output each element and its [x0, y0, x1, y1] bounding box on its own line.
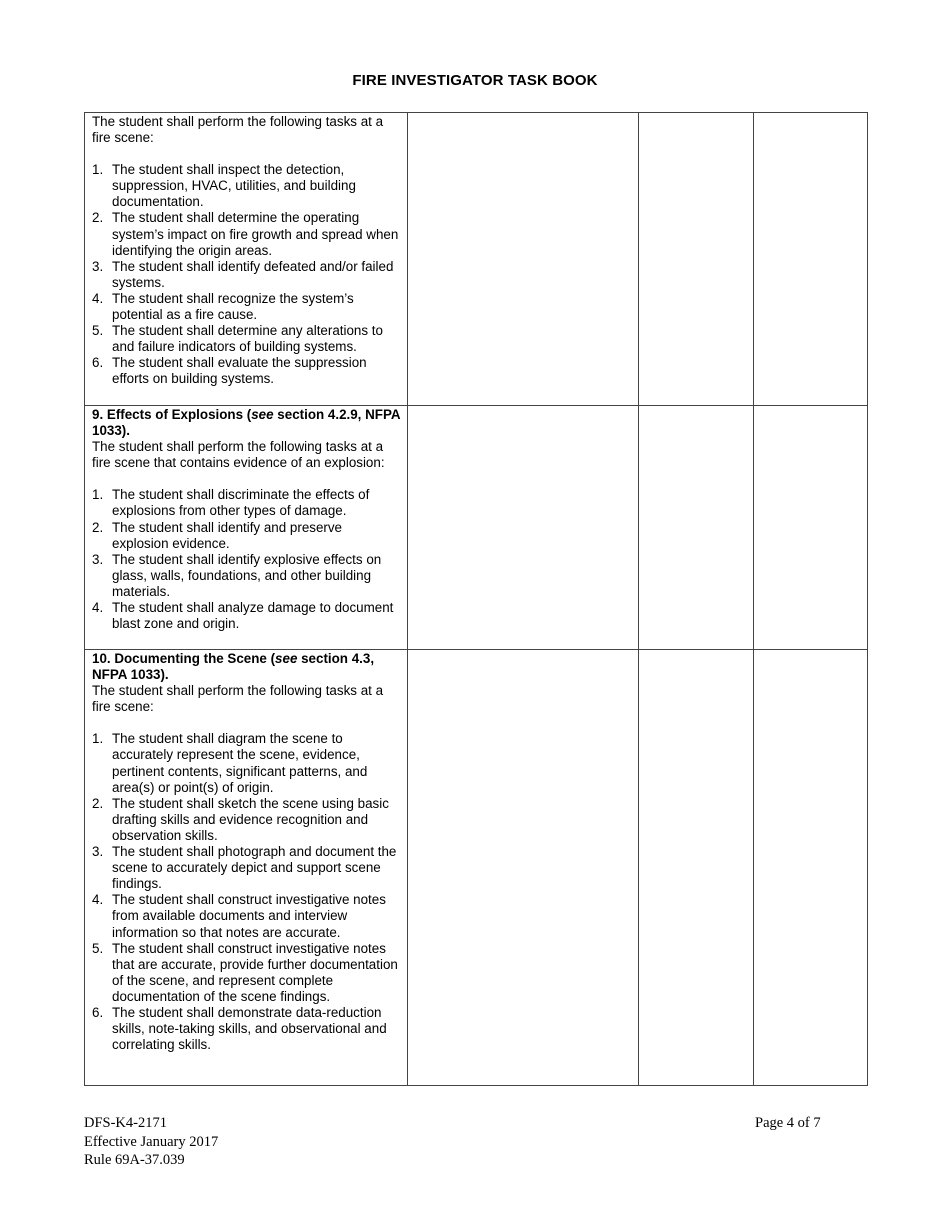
task-row-building-systems	[85, 113, 868, 406]
task-intro: The student shall perform the following tasks at a fire scene:	[92, 683, 384, 715]
initials-cell[interactable]	[754, 650, 868, 1086]
rule-number: Rule 69A-37.039	[84, 1152, 185, 1168]
task-list	[92, 162, 401, 387]
list-item: 5. The student shall determine any alterations to and failure indicators of building systems.	[92, 323, 383, 355]
task-description-cell	[85, 406, 408, 650]
date-cell[interactable]	[639, 406, 754, 650]
list-item: 3. The student shall photograph and document the scene to accurately depict and support scene findings.	[92, 844, 397, 892]
list-item: 2. The student shall identify and preserve explosion evidence.	[92, 519, 343, 551]
list-item: 2. The student shall sketch the scene using basic drafting skills and evidence recognition and observation skills.	[92, 795, 389, 843]
task-list	[92, 487, 401, 632]
list-item: 5. The student shall construct investigative notes that are accurate, provide further documentation of the scene, and represent complete documentation of the scene findings.	[92, 940, 398, 1004]
page-title: FIRE INVESTIGATOR TASK BOOK	[352, 72, 598, 89]
evaluator-cell[interactable]	[408, 113, 639, 406]
task-heading: 10. Documenting the Scene (see section 4.3, NFPA 1033).	[92, 651, 375, 683]
list-item: 4. The student shall recognize the system’s potential as a fire cause.	[92, 290, 354, 323]
task-description-cell	[85, 113, 408, 406]
list-item: 3. The student shall identify defeated and/or failed systems.	[92, 258, 394, 290]
task-intro: The student shall perform the following tasks at a fire scene:	[92, 114, 384, 146]
list-item: 1. The student shall inspect the detection, suppression, HVAC, utilities, and building documentation.	[92, 162, 356, 210]
evaluator-cell[interactable]	[408, 650, 639, 1086]
task-heading: 9. Effects of Explosions (see section 4.2.9, NFPA 1033).	[92, 407, 401, 439]
initials-cell[interactable]	[754, 113, 868, 406]
task-description-cell	[85, 650, 408, 1086]
task-row-documenting	[85, 650, 868, 1086]
effective-date: Effective January 2017	[84, 1133, 219, 1150]
task-list	[92, 731, 401, 1053]
list-item: 6. The student shall evaluate the suppression efforts on building systems.	[92, 355, 367, 387]
footer-form-info	[84, 1114, 218, 1170]
list-item: 2. The student shall determine the operating system’s impact on fire growth and spread when identifying the origin areas.	[92, 210, 399, 258]
task-intro: The student shall perform the following tasks at a fire scene that contains evidence of an explosion:	[92, 439, 385, 471]
task-table	[84, 112, 868, 1086]
initials-cell[interactable]	[754, 406, 868, 650]
page-number: Page 4 of 7	[755, 1115, 821, 1131]
list-item: 1. The student shall diagram the scene to accurately represent the scene, evidence, pertinent contents, significant patterns, and area(s) or point(s) of origin.	[92, 731, 368, 795]
list-item: 6. The student shall demonstrate data-reduction skills, note-taking skills, and observational and correlating skills.	[92, 1004, 387, 1053]
list-item: 4. The student shall construct investigative notes from available documents and interview information so that notes are accurate.	[92, 892, 386, 940]
evaluator-cell[interactable]	[408, 406, 639, 650]
list-item: 1. The student shall discriminate the effects of explosions from other types of damage.	[92, 487, 370, 519]
task-row-explosions	[85, 406, 868, 650]
date-cell[interactable]	[639, 113, 754, 406]
date-cell[interactable]	[639, 650, 754, 1086]
form-number: DFS-K4-2171	[84, 1115, 167, 1131]
list-item: 4. The student shall analyze damage to document blast zone and origin.	[92, 600, 394, 632]
list-item: 3. The student shall identify explosive effects on glass, walls, foundations, and other building materials.	[92, 551, 382, 599]
